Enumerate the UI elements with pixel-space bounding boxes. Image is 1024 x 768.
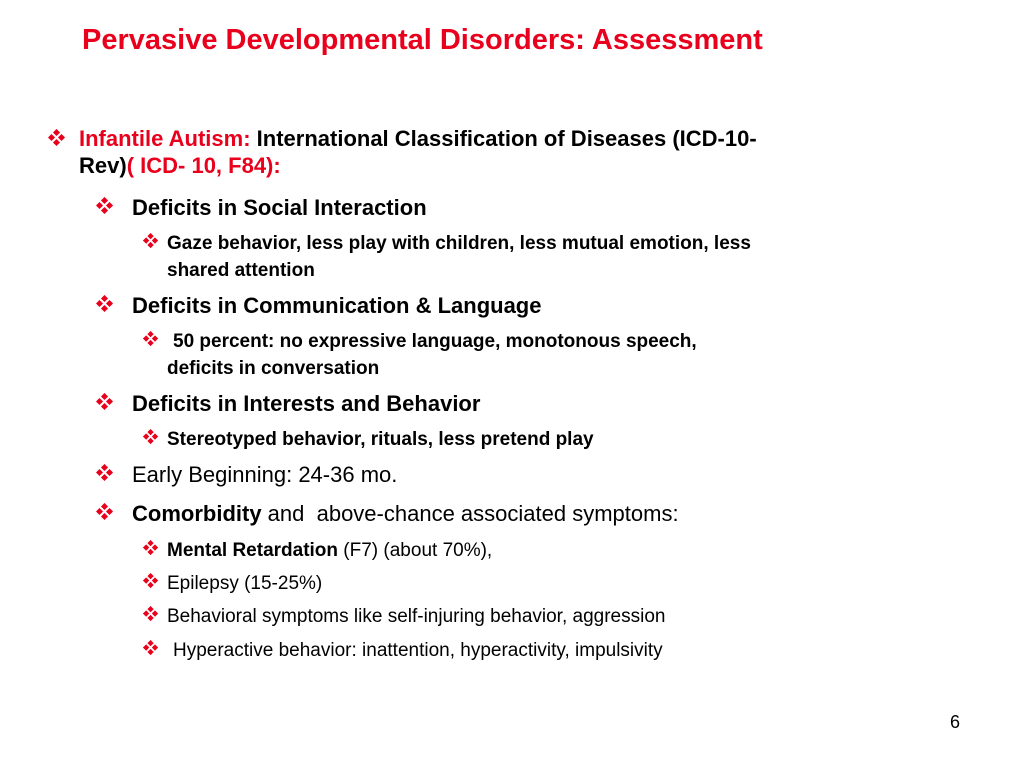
- diamond-bullet-icon: [143, 640, 159, 656]
- diamond-bullet-icon: [143, 573, 159, 589]
- interests-heading: Deficits in Interests and Behavior: [132, 391, 481, 416]
- communication-detail-line2: deficits in conversation: [167, 358, 380, 379]
- social-detail-line1: Gaze behavior, less play with children, less mutual emotion, less: [167, 233, 751, 254]
- communication-detail-text: [167, 328, 967, 382]
- interests-detail-text: Stereotyped behavior, rituals, less pretend play: [167, 429, 594, 450]
- communication-heading: Deficits in Communication & Language: [132, 293, 542, 318]
- early-beginning-text: Early Beginning: 24-36 mo.: [132, 462, 398, 487]
- mental-retardation-text: [167, 537, 967, 564]
- slide-title: Pervasive Developmental Disorders: Assessment: [82, 24, 763, 56]
- diamond-bullet-icon: [143, 233, 159, 249]
- hyperactive-text: Hyperactive behavior: inattention, hyperactivity, impulsivity: [173, 640, 663, 661]
- social-detail-text: [167, 230, 967, 284]
- diamond-bullet-icon: [96, 503, 114, 521]
- icd-text-rev: Rev): [79, 153, 127, 178]
- mental-retardation-label: Mental Retardation: [167, 540, 339, 561]
- page-number: 6: [950, 712, 961, 732]
- icd-text-line1: International Classification of Diseases (ICD-10-: [256, 126, 757, 151]
- comorbidity-label: Comorbidity: [132, 501, 262, 526]
- mental-retardation-rest: (F7) (about 70%),: [338, 540, 493, 561]
- diamond-bullet-icon: [143, 540, 159, 556]
- infantile-autism-text: [79, 125, 969, 179]
- diamond-bullet-icon: [96, 464, 114, 482]
- diamond-bullet-icon: [143, 331, 159, 347]
- diamond-bullet-icon: [143, 429, 159, 445]
- diamond-bullet-icon: [96, 295, 114, 313]
- diamond-bullet-icon: [96, 197, 114, 215]
- infantile-autism-label: Infantile Autism:: [79, 126, 251, 151]
- social-heading: Deficits in Social Interaction: [132, 195, 427, 220]
- epilepsy-text: Epilepsy (15-25%): [167, 573, 323, 594]
- behavioral-text: Behavioral symptoms like self-injuring behavior, aggression: [167, 606, 666, 627]
- social-detail-line2: shared attention: [167, 260, 315, 281]
- diamond-bullet-icon: [48, 129, 66, 147]
- icd-code: ( ICD- 10, F84):: [126, 153, 281, 178]
- communication-detail-line1: 50 percent: no expressive language, monotonous speech,: [173, 331, 697, 352]
- comorbidity-text: [132, 500, 972, 527]
- diamond-bullet-icon: [96, 393, 114, 411]
- comorbidity-rest: and above-chance associated symptoms:: [261, 501, 679, 526]
- diamond-bullet-icon: [143, 606, 159, 622]
